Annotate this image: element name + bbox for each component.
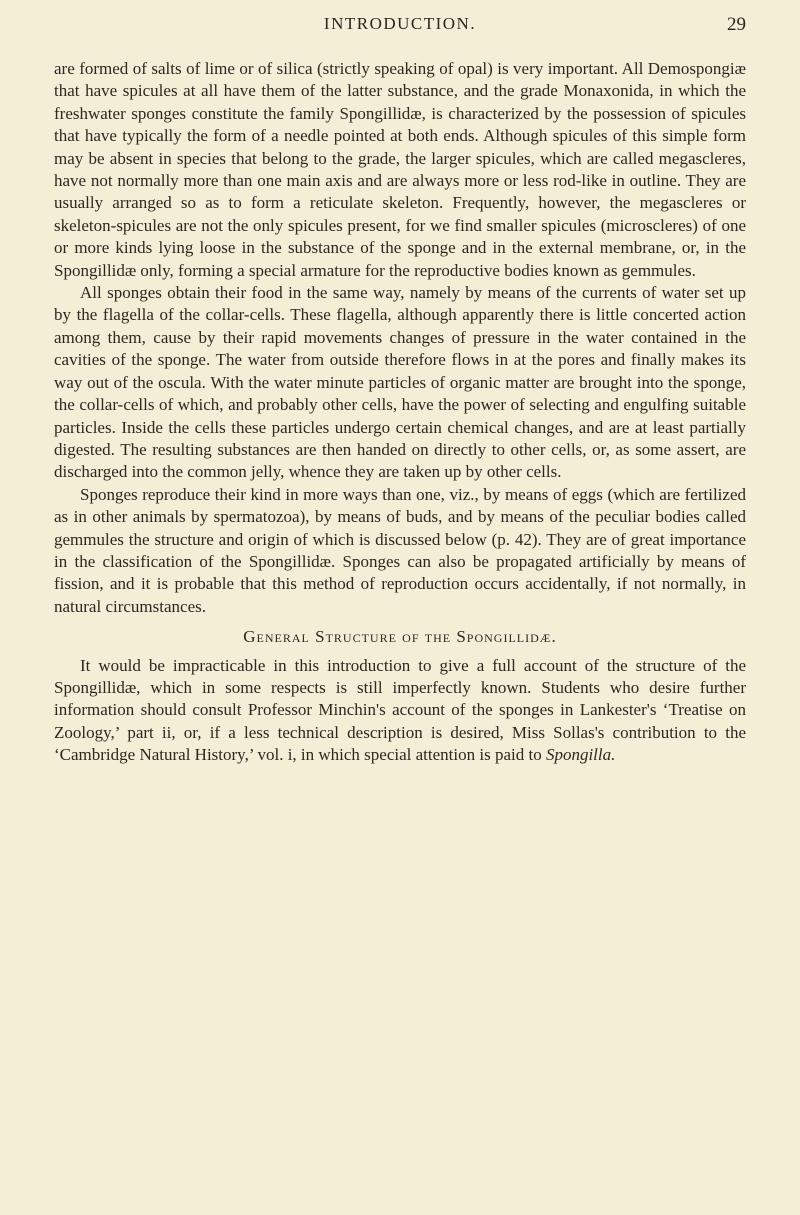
paragraph: All sponges obtain their food in the same way, namely by means of the currents of water set up by the flagella of the collar-cells. These flagella, although apparently there is little concerted action among them, cause by their rapid movements changes of pressure in the water contained in the cavities of the sponge. The water from outside therefore flows in at the pores and finally makes its way out of the oscula. With the water minute particles of organic matter are brought into the sponge, the collar-cells of which, and probably other cells, have the power of selecting and engulfing suitable particles. Inside the cells these particles undergo certain chemical changes, and are at least partially digested. The resulting substances are then handed on directly to other cells, or, as some assert, are discharged into the common jelly, whence they are taken up by other cells. (54, 283, 746, 482)
paragraph: Sponges reproduce their kind in more ways than one, viz., by means of eggs (which are fertilized as in other animals by spermatozoa), by means of buds, and by means of the peculiar bodies called gemmules the structure and origin of which is discussed below (p. 42). They are of great importance in the classification of the Spongillidæ. Sponges can also be propagated artificially by means of fission, and it is probable that this method of reproduction occurs accidentally, if not normally, in natural circumstances. (54, 484, 746, 616)
page-header (54, 14, 746, 42)
running-head: INTRODUCTION. (323, 14, 477, 33)
paragraph (54, 655, 746, 767)
paragraph: are formed of salts of lime or of silica (strictly speaking of opal) is very important. All Demospongiæ that have spicules at all have them of the latter substance, and the grade Monaxonida, in which the freshwater sponges constitute the family Spongillidæ, is characterized by the possession of spicules that have typically the form of a needle pointed at both ends. Although spicules of this simple form may be absent in species that belong to the grade, the larger spicules, which are called megascleres, have not normally more than one main axis and are always more or less rod-like in outline. They are usually arranged so as to form a reticulate skeleton. Frequently, however, the megascleres or skeleton-spicules are not the only spicules present, for we find smaller spicules (microscleres) of one or more kinds lying loose in the substance of the sponge and in the external membrane, or, in the Spongillidæ only, forming a special armature for the reproductive bodies known as gemmules. (54, 59, 746, 280)
body-text (54, 58, 746, 767)
page-number: 29 (727, 14, 746, 35)
italic-term: Spongilla. (545, 745, 616, 765)
section-heading: General Structure of the Spongillidæ. (243, 627, 557, 647)
paragraph-text: It would be impracticable in this introduction to give a full account of the structure of the Spongillidæ, which in some respects is still imperfectly known. Students who desire further information should consult Professor Minchin's account of the sponges in Lankester's ‘Treatise on Zoology,’ part ii, or, if a less technical description is desired, Miss Sollas's contribution to the ‘Cambridge Natural History,’ vol. i, in which special attention is paid to (54, 655, 746, 765)
